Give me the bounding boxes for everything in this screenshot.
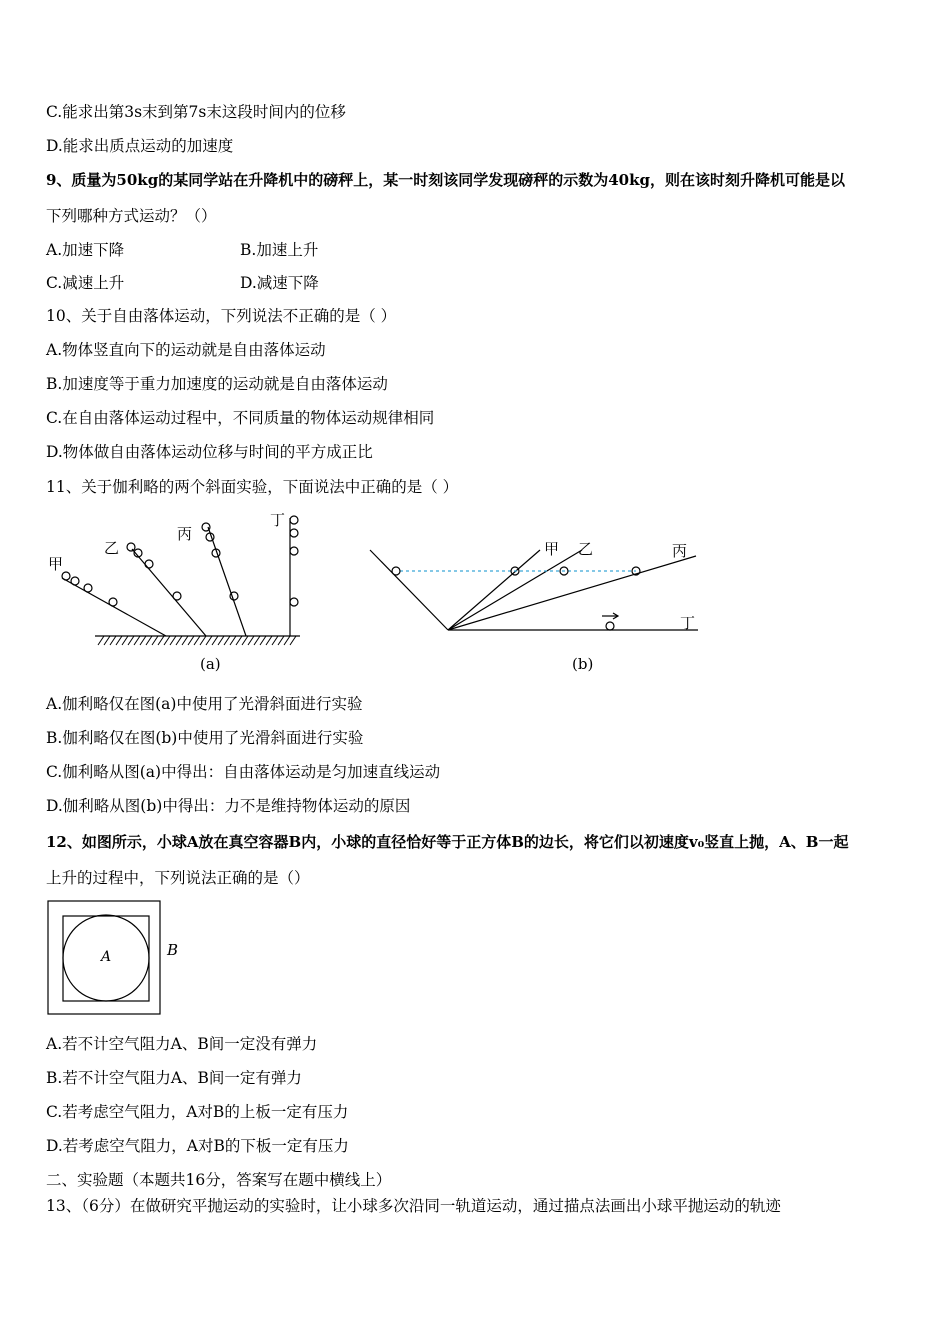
q10-option-b: B.加速度等于重力加速度的运动就是自由落体运动 bbox=[46, 375, 388, 393]
q11-option-b: B.伽利略仅在图(b)中使用了光滑斜面进行实验 bbox=[46, 729, 364, 747]
q9-option-b: B.加速上升 bbox=[240, 241, 319, 259]
q12-option-d: D.若考虑空气阻力，A对B的下板一定有压力 bbox=[46, 1137, 349, 1155]
label-b-bing: 丙 bbox=[672, 542, 688, 560]
label-a-ding: 丁 bbox=[270, 511, 286, 529]
q10-option-c: C.在自由落体运动过程中，不同质量的物体运动规律相同 bbox=[46, 409, 435, 427]
q9-stem-line1: 9、质量为50kg的某同学站在升降机中的磅秤上，某一时刻该同学发现磅秤的示数为40kg，则在该时刻升降机可能是以 bbox=[46, 171, 845, 189]
q11-option-c: C.伽利略从图(a)中得出：自由落体运动是匀加速直线运动 bbox=[46, 763, 441, 781]
q9-options-row2 bbox=[46, 273, 906, 293]
q11-stem: 11、关于伽利略的两个斜面实验，下面说法中正确的是（ ） bbox=[46, 478, 459, 496]
label-b-jia: 甲 bbox=[544, 540, 560, 558]
q9-option-c: C.减速上升 bbox=[46, 274, 125, 292]
caption-a: (a) bbox=[200, 655, 221, 673]
incline-bing bbox=[208, 527, 246, 636]
label-cube-b: B bbox=[167, 941, 179, 959]
q12-option-a: A.若不计空气阻力A、B间一定没有弹力 bbox=[46, 1035, 318, 1053]
q9-option-d: D.减速下降 bbox=[240, 274, 319, 292]
q9-options-row1 bbox=[46, 240, 906, 260]
q8-option-c: C.能求出第3s末到第7s末这段时间内的位移 bbox=[46, 103, 346, 121]
q11-option-a: A.伽利略仅在图(a)中使用了光滑斜面进行实验 bbox=[46, 695, 363, 713]
figure-a-incline-experiment bbox=[40, 505, 320, 680]
q12-stem-line1: 12、如图所示，小球A放在真空容器B内，小球的直径恰好等于正方体B的边长，将它们以初速度v₀竖直上抛，A、B一起 bbox=[46, 833, 849, 851]
q10-stem: 10、关于自由落体运动，下列说法不正确的是（ ） bbox=[46, 307, 397, 325]
figure-ball-in-cube bbox=[44, 898, 194, 1020]
label-b-ding: 丁 bbox=[680, 614, 696, 632]
q12-option-b: B.若不计空气阻力A、B间一定有弹力 bbox=[46, 1069, 302, 1087]
incline-jia bbox=[62, 578, 166, 636]
q12-option-c: C.若考虑空气阻力，A对B的上板一定有压力 bbox=[46, 1103, 349, 1121]
label-ball-a: A bbox=[101, 949, 112, 965]
label-a-jia: 甲 bbox=[48, 555, 64, 573]
label-a-yi: 乙 bbox=[104, 539, 120, 557]
label-b-yi: 乙 bbox=[578, 540, 594, 558]
q11-option-d: D.伽利略从图(b)中得出：力不是维持物体运动的原因 bbox=[46, 797, 411, 815]
figure-b-incline-experiment bbox=[360, 530, 710, 680]
section-2-heading: 二、实验题（本题共16分，答案写在题中横线上） bbox=[46, 1171, 392, 1189]
label-a-bing: 丙 bbox=[177, 525, 193, 543]
q13-stem: 13、（6分）在做研究平抛运动的实验时，让小球多次沿同一轨道运动，通过描点法画出小球平抛运动的轨迹 bbox=[46, 1197, 781, 1215]
caption-b: (b) bbox=[572, 655, 594, 673]
q8-option-d: D.能求出质点运动的加速度 bbox=[46, 137, 234, 155]
q9-option-a: A.加速下降 bbox=[46, 241, 125, 259]
q9-stem-line2: 下列哪种方式运动？（） bbox=[46, 207, 217, 225]
q10-option-a: A.物体竖直向下的运动就是自由落体运动 bbox=[46, 341, 326, 359]
q12-stem-line2: 上升的过程中，下列说法正确的是（） bbox=[46, 869, 310, 887]
q10-option-d: D.物体做自由落体运动位移与时间的平方成正比 bbox=[46, 443, 373, 461]
